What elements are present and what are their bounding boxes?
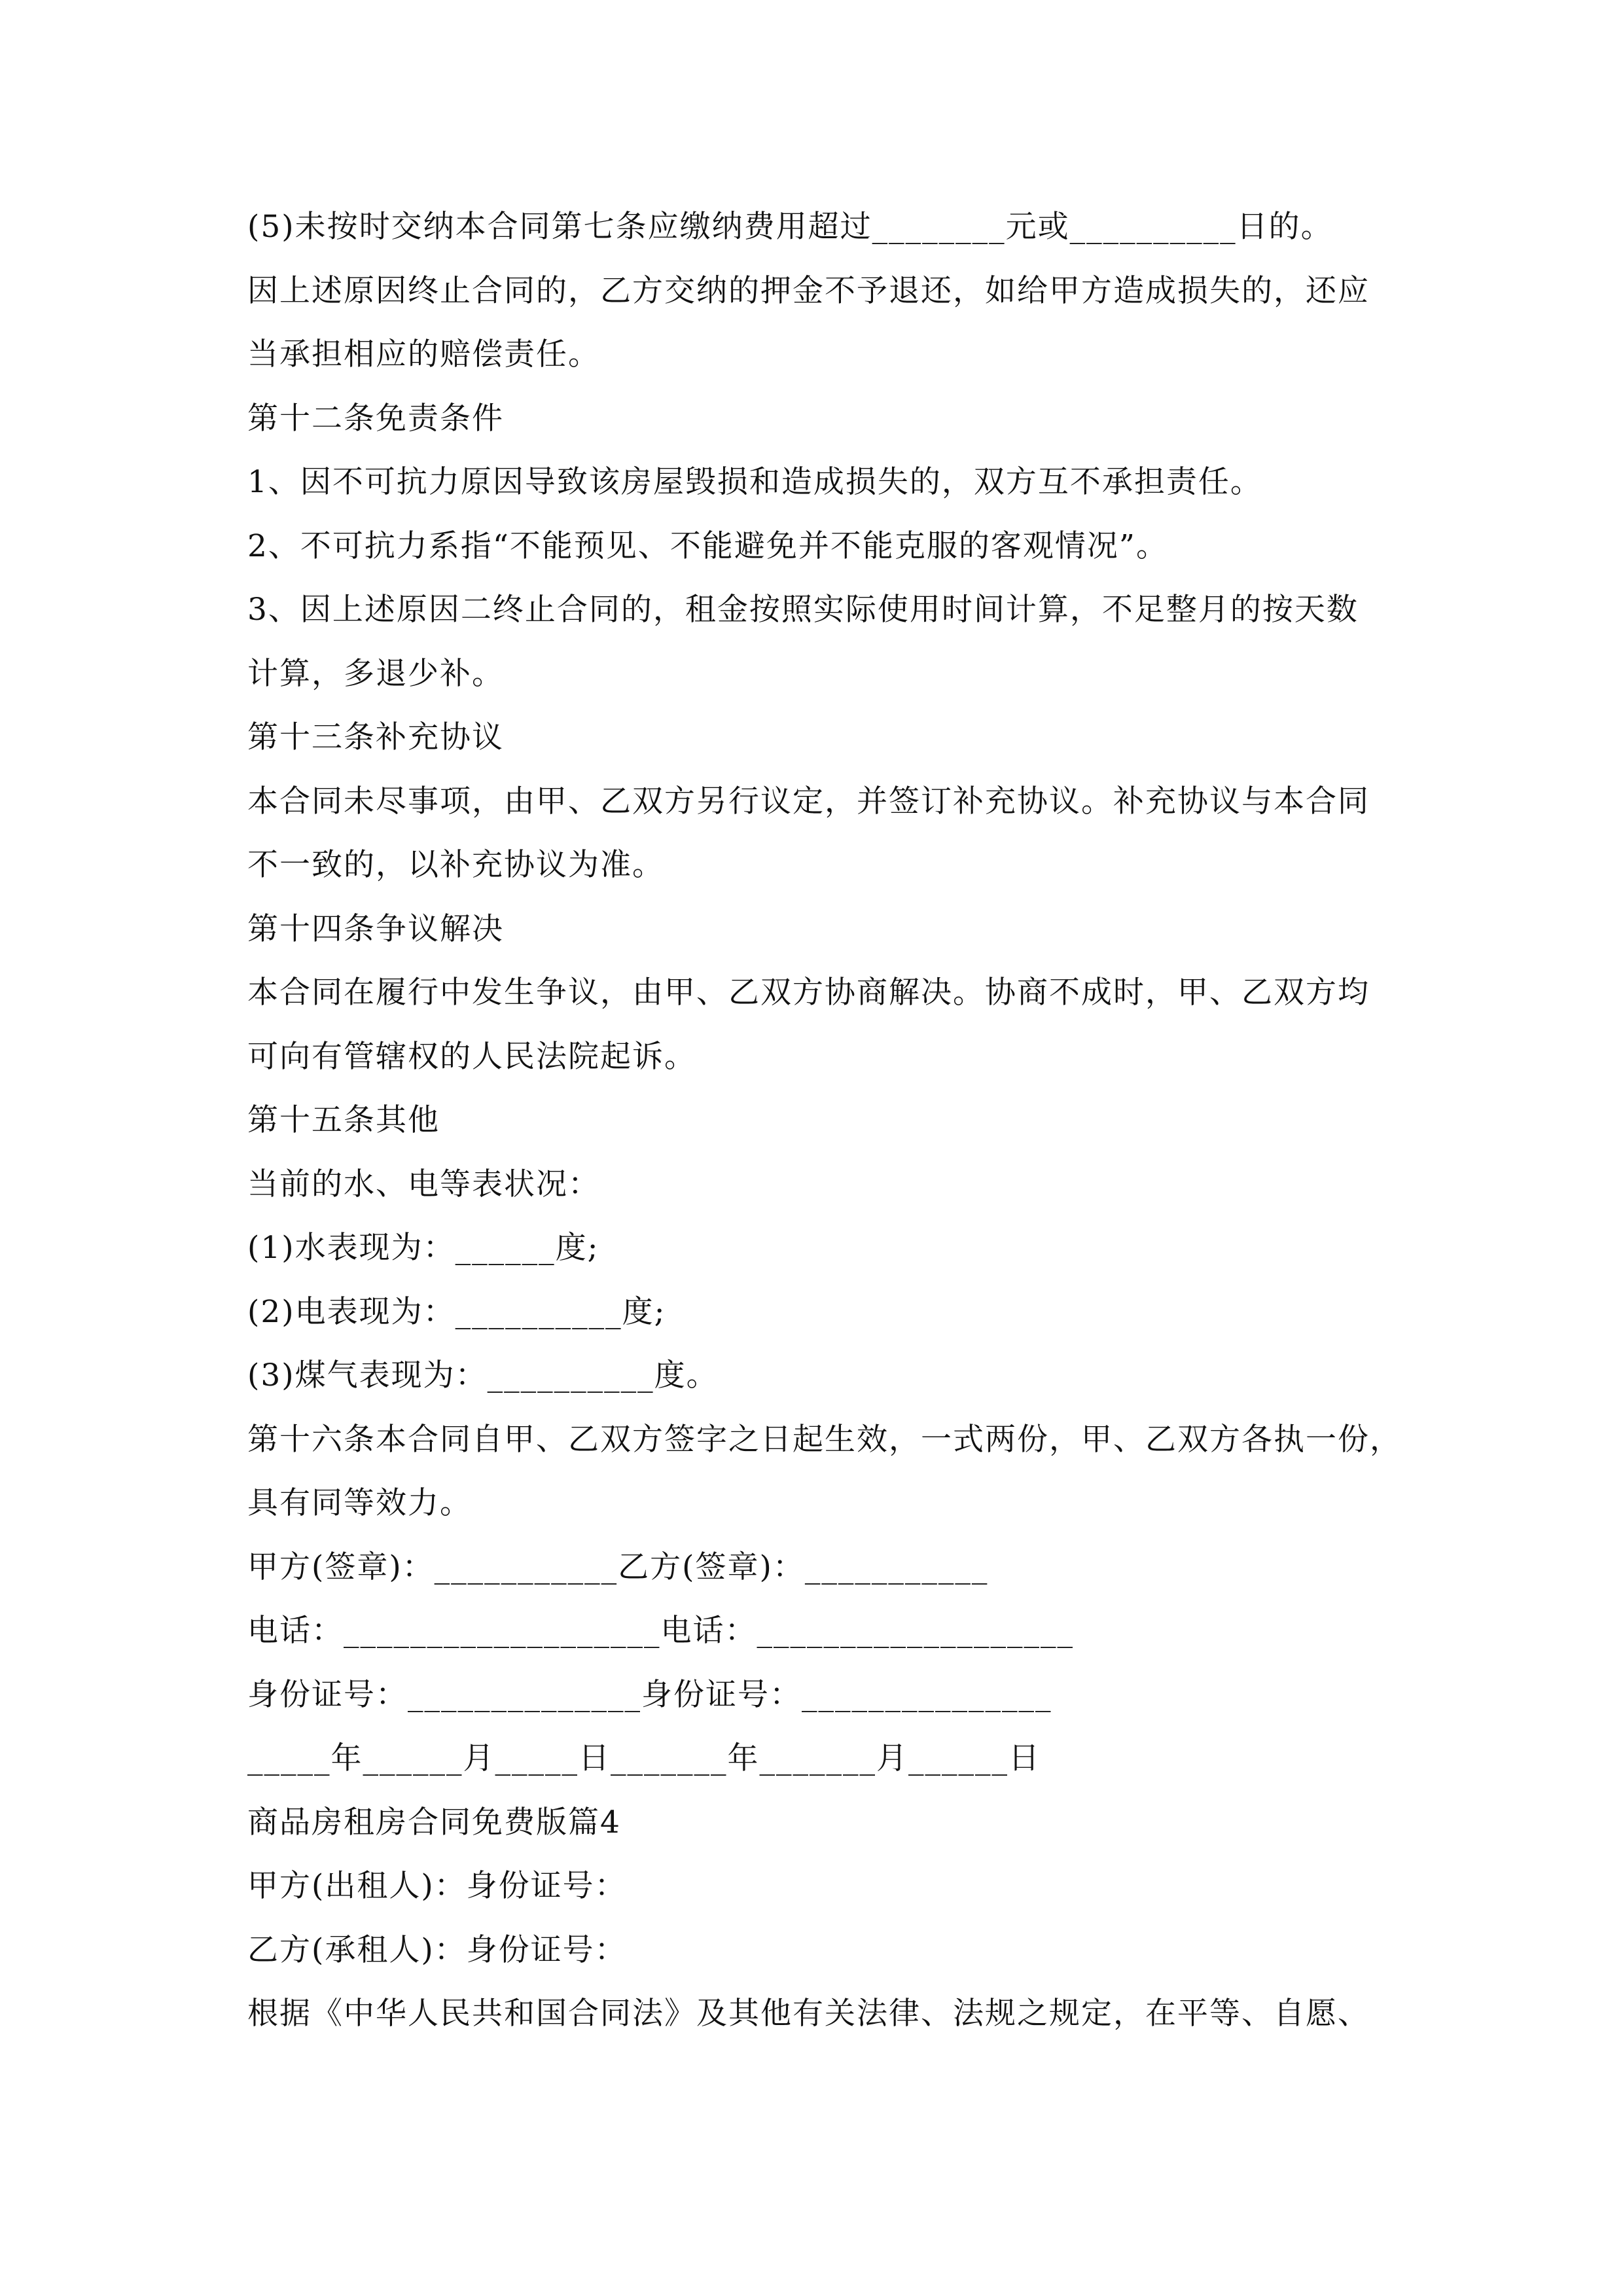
text-line: 因上述原因终止合同的，乙方交纳的押金不予退还，如给甲方造成损失的，还应 <box>247 272 1370 309</box>
text-line: 3、因上述原因二终止合同的，租金按照实际使用时间计算，不足整月的按天数 <box>247 592 1359 628</box>
date-line: _____年______月_____日_______年_______月______日 <box>247 1740 1041 1776</box>
text-line: (5)未按时交纳本合同第七条应缴纳费用超过________元或__________日的。 <box>247 209 1333 245</box>
signature-line: 甲方(签章)：___________乙方(签章)：___________ <box>247 1549 989 1585</box>
text-line: 计算，多退少补。 <box>247 655 504 692</box>
party-a-line: 甲方(出租人)：身份证号： <box>247 1868 627 1904</box>
document-title: 商品房租房合同免费版篇4 <box>247 1804 621 1840</box>
text-line: 当前的水、电等表状况： <box>247 1166 600 1202</box>
text-line: 根据《中华人民共和国合同法》及其他有关法律、法规之规定，在平等、自愿、 <box>247 1996 1370 2032</box>
section-heading: 第十三条补充协议 <box>247 719 504 755</box>
text-line: 2、不可抗力系指“不能预见、不能避免并不能克服的客观情况”。 <box>247 528 1168 564</box>
text-line: 本合同在履行中发生争议，由甲、乙双方协商解决。协商不成时，甲、乙双方均 <box>247 975 1370 1011</box>
text-line: 当承担相应的赔偿责任。 <box>247 336 600 372</box>
document-body <box>247 195 1402 2046</box>
text-line: 具有同等效力。 <box>247 1485 472 1521</box>
section-heading: 第十四条争议解决 <box>247 910 504 947</box>
section-heading: 第十五条其他 <box>247 1102 440 1138</box>
id-number-line: 身份证号：______________身份证号：_______________ <box>247 1676 1052 1713</box>
meter-reading-gas: (3)煤气表现为：__________度。 <box>247 1357 719 1393</box>
text-line: 可向有管辖权的人民法院起诉。 <box>247 1038 696 1075</box>
party-b-line: 乙方(承租人)：身份证号： <box>247 1931 627 1968</box>
text-line: 1、因不可抗力原因导致该房屋毁损和造成损失的，双方互不承担责任。 <box>247 464 1262 500</box>
phone-line: 电话：___________________电话：___________________ <box>247 1613 1074 1649</box>
text-line: 本合同未尽事项，由甲、乙双方另行议定，并签订补充协议。补充协议与本合同 <box>247 783 1370 819</box>
text-line: 不一致的，以补充协议为准。 <box>247 847 664 883</box>
section-heading: 第十二条免责条件 <box>247 400 504 437</box>
meter-reading-electric: (2)电表现为：__________度; <box>247 1293 666 1330</box>
meter-reading-water: (1)水表现为：______度; <box>247 1230 599 1266</box>
text-line: 第十六条本合同自甲、乙双方签字之日起生效，一式两份，甲、乙双方各执一份， <box>247 1421 1402 1458</box>
